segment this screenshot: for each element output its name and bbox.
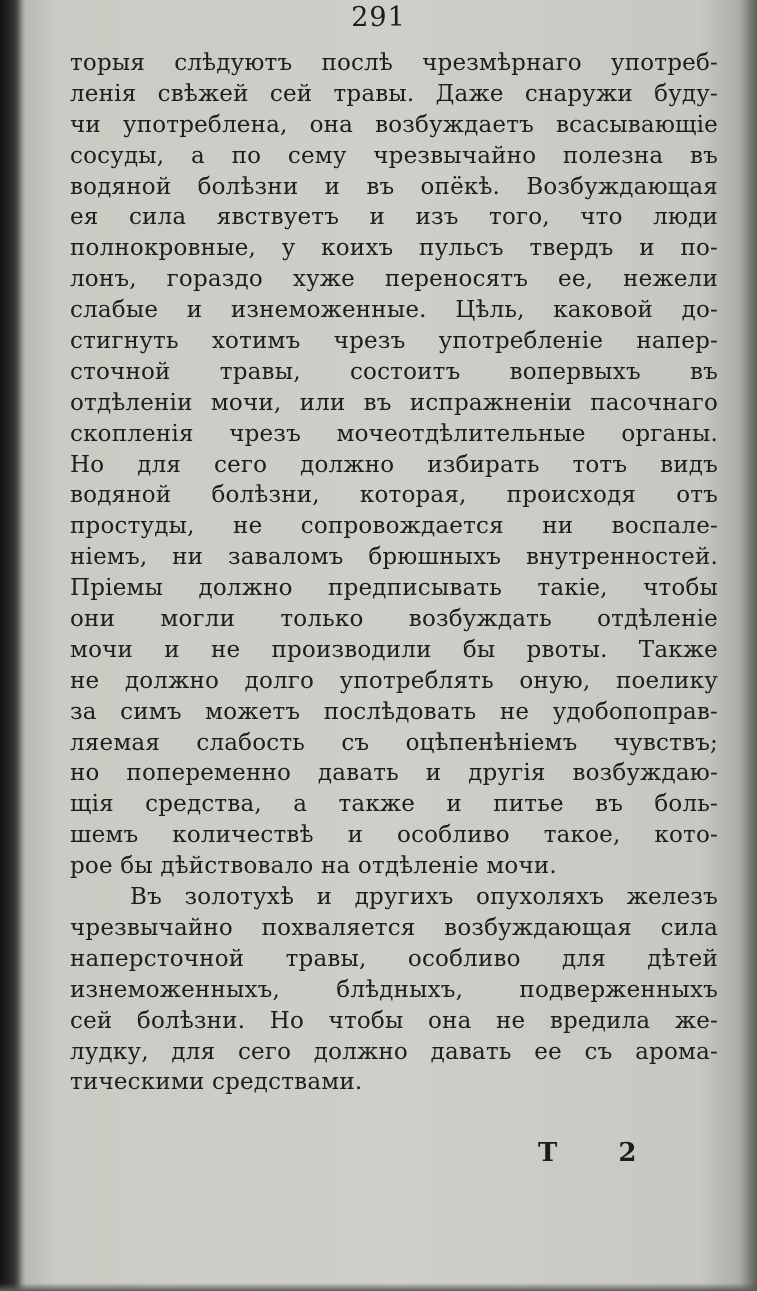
paragraph-first-line: Въ золотухѣ и другихъ опухоляхъ железъ (130, 884, 718, 911)
text-line: ея сила явствуетъ и изъ того, что люди (70, 204, 718, 231)
text-line: ніемъ, ни заваломъ брюшныхъ внутренностей. (70, 544, 718, 571)
text-line: ленія свѣжей сей травы. Даже снаружи буду- (70, 80, 718, 107)
book-spine-shadow (0, 0, 22, 1291)
text-line: сей болѣзни. Но чтобы она не вредила же- (70, 1007, 718, 1034)
text-line: щія средства, а также и питье въ боль- (70, 791, 718, 818)
text-line: но попеременно давать и другія возбуждаю- (70, 760, 718, 787)
text-line: они могли только возбуждать отдѣленіе (70, 606, 718, 633)
page-bottom-edge (0, 1283, 757, 1291)
text-line: мочи и не производили бы рвоты. Также (70, 636, 718, 663)
text-line: наперсточной травы, особливо для дѣтей (70, 945, 718, 972)
text-line: водяной болѣзни, которая, происходя отъ (70, 482, 718, 509)
text-line: не должно долго употреблять оную, поелику (70, 667, 718, 694)
text-line: ляемая слабость съ оцѣпенѣніемъ чувствъ; (70, 729, 718, 756)
text-line: чи употреблена, она возбуждаетъ всасывающіе (70, 111, 718, 138)
text-line: изнеможенныхъ, блѣдныхъ, подверженныхъ (70, 976, 718, 1003)
text-line: сточной травы, состоитъ вопервыхъ въ (70, 358, 718, 385)
printer-signature-mark: Т 2 (538, 1138, 663, 1168)
text-line: торыя слѣдуютъ послѣ чрезмѣрнаго употреб- (70, 50, 718, 76)
text-line: слабые и изнеможенные. Цѣль, каковой до- (70, 297, 718, 324)
body-text (70, 48, 718, 1098)
text-line: Но для сего должно избирать тотъ видъ (70, 451, 718, 478)
text-line: простуды, не сопровождается ни воспале- (70, 513, 718, 540)
text-line: рое бы дѣйствовало на отдѣленіе мочи. (70, 853, 557, 880)
text-line: чрезвычайно похваляется возбуждающая сила (70, 914, 718, 941)
text-line: лудку, для сего должно давать ее съ арома- (70, 1038, 718, 1065)
text-line: лонъ, гораздо хуже переносятъ ее, нежели (70, 266, 718, 293)
text-line: стигнуть хотимъ чрезъ употребленіе напер- (70, 328, 718, 355)
text-line: шемъ количествѣ и особливо такое, кото- (70, 822, 718, 849)
text-line: Пріемы должно предписывать такіе, чтобы (70, 575, 718, 602)
page-number: 291 (351, 2, 406, 33)
text-line: полнокровные, у коихъ пульсъ твердъ и по- (70, 235, 718, 262)
text-line: водяной болѣзни и въ опёкѣ. Возбуждающая (70, 173, 718, 200)
text-line: скопленія чрезъ мочеотдѣлительные органы. (70, 420, 718, 447)
text-line: отдѣленіи мочи, или въ испражненіи пасочнаго (70, 389, 718, 416)
text-line: тическими средствами. (70, 1069, 363, 1096)
text-line: сосуды, а по сему чрезвычайно полезна въ (70, 142, 718, 169)
text-line: за симъ можетъ послѣдовать не удобопоправ- (70, 698, 718, 725)
